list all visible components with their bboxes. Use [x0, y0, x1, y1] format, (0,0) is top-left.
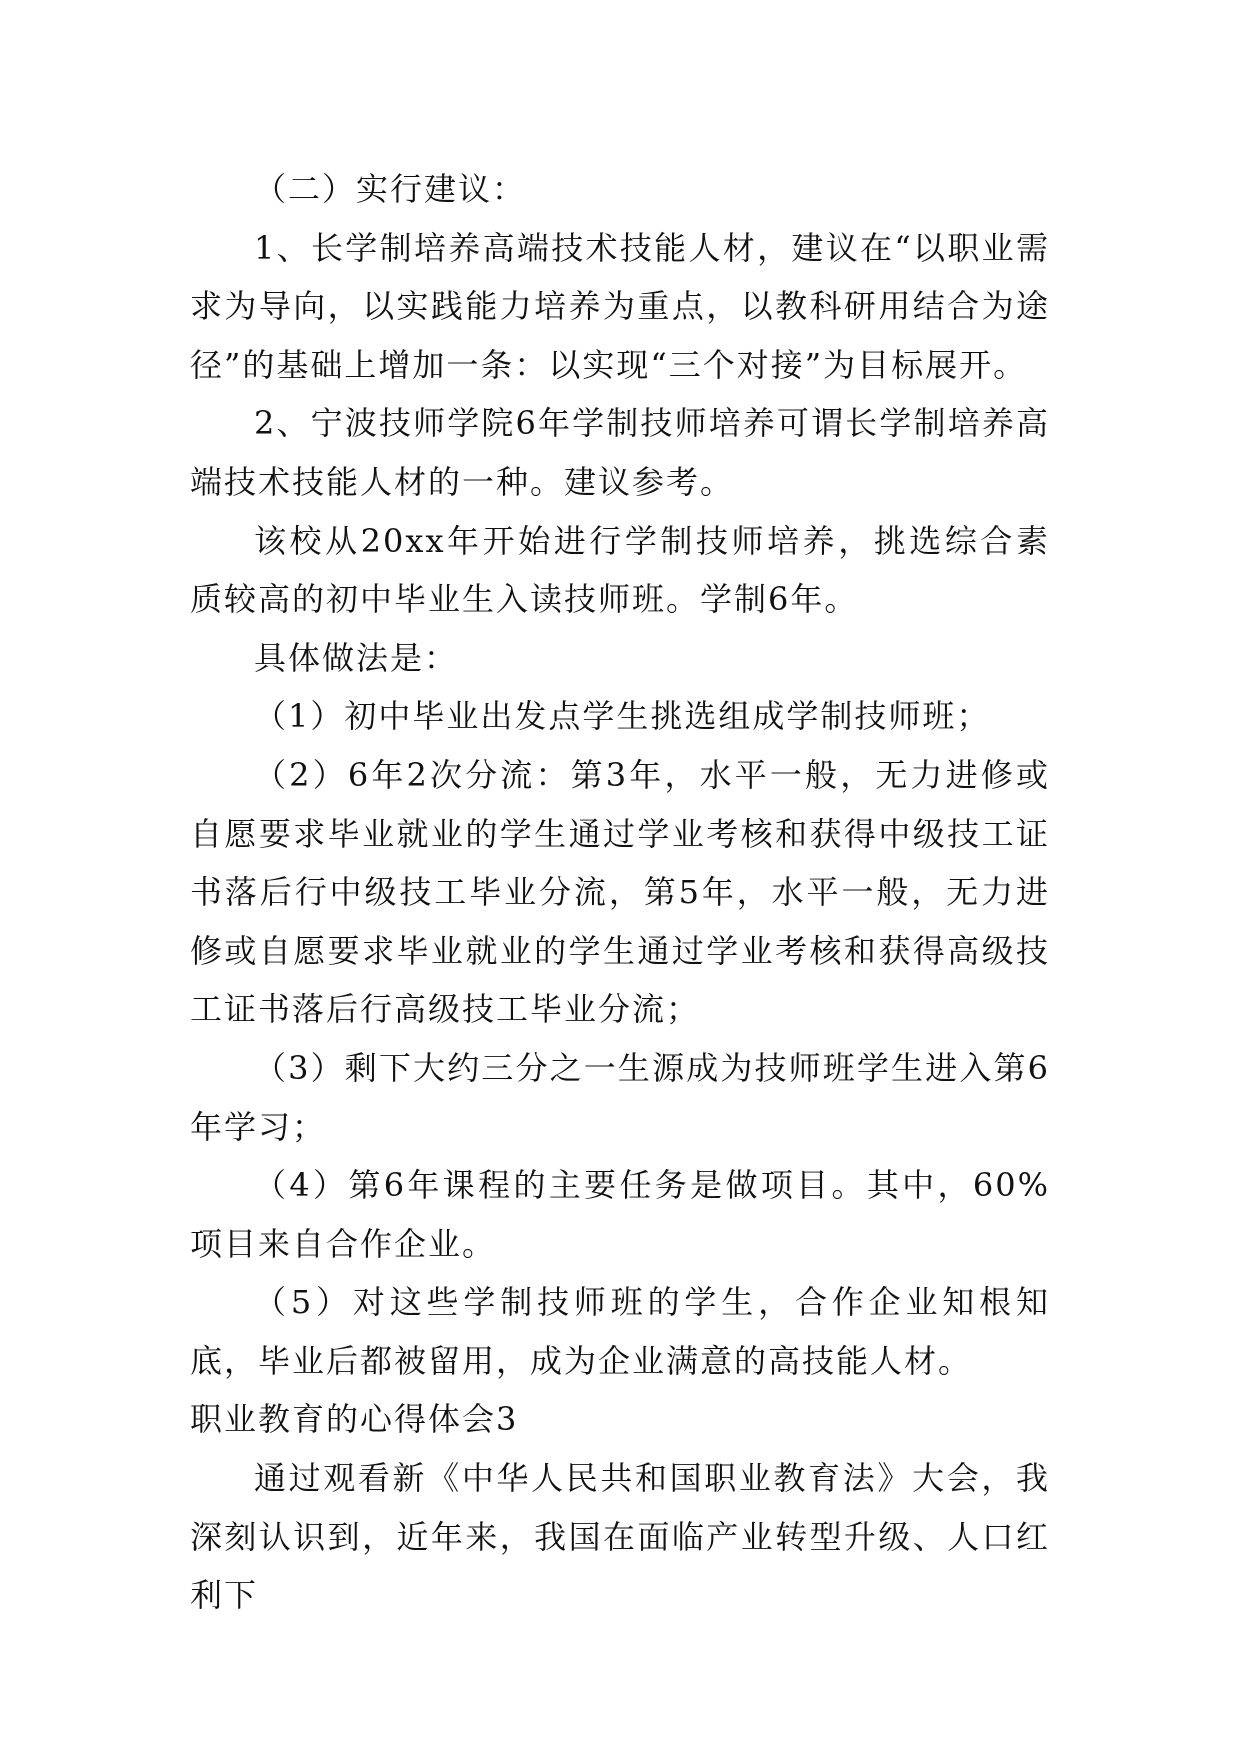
- paragraph-suggestion-2: 2、宁波技师学院6年学制技师培养可谓长学制培养高端技术技能人材的一种。建议参考。: [190, 404, 1050, 501]
- paragraph-suggestion-1: 1、长学制培养高端技术技能人材，建议在“以职业需求为导向，以实践能力培养为重点，以教科研用结合为途径”的基础上增加一条：以实现“三个对接”为目标展开。: [190, 228, 1050, 384]
- paragraph-method-3: （3）剩下大约三分之一生源成为技师班学生进入第6年学习；: [190, 1048, 1050, 1146]
- paragraph-method-5: （5）对这些学制技师班的学生，合作企业知根知底，毕业后都被留用，成为企业满意的高技能人材。: [190, 1283, 1050, 1380]
- paragraph-method-1: （1）初中毕业出发点学生挑选组成学制技师班；: [254, 697, 991, 736]
- paragraph-method-4: （4）第6年课程的主要任务是做项目。其中，60%项目来自合作企业。: [190, 1166, 1050, 1263]
- paragraph-implementation-suggestions-heading: （二）实行建议：: [254, 170, 527, 208]
- paragraph-method-2: （2）6年2次分流：第3年，水平一般，无力进修或自愿要求毕业就业的学生通过学业考核和获得中级技工证书落后行中级技工毕业分流，第5年，水平一般，无力进修或自愿要求毕业就业的学生通过学业考核和获得高级技工证书落后行高级技工毕业分流；: [190, 755, 1050, 1029]
- document-body: [190, 160, 1050, 1625]
- paragraph-specific-methods-heading: 具体做法是：: [254, 638, 459, 677]
- paragraph-school-background: 该校从20xx年开始进行学制技师培养，挑选综合素质较高的初中毕业生入读技师班。学制6年。: [190, 521, 1050, 619]
- paragraph-experience-intro: 通过观看新《中华人民共和国职业教育法》大会，我深刻认识到，近年来，我国在面临产业转型升级、人口红利下: [190, 1459, 1050, 1615]
- section-heading-experience-3: 职业教育的心得体会3: [190, 1400, 519, 1439]
